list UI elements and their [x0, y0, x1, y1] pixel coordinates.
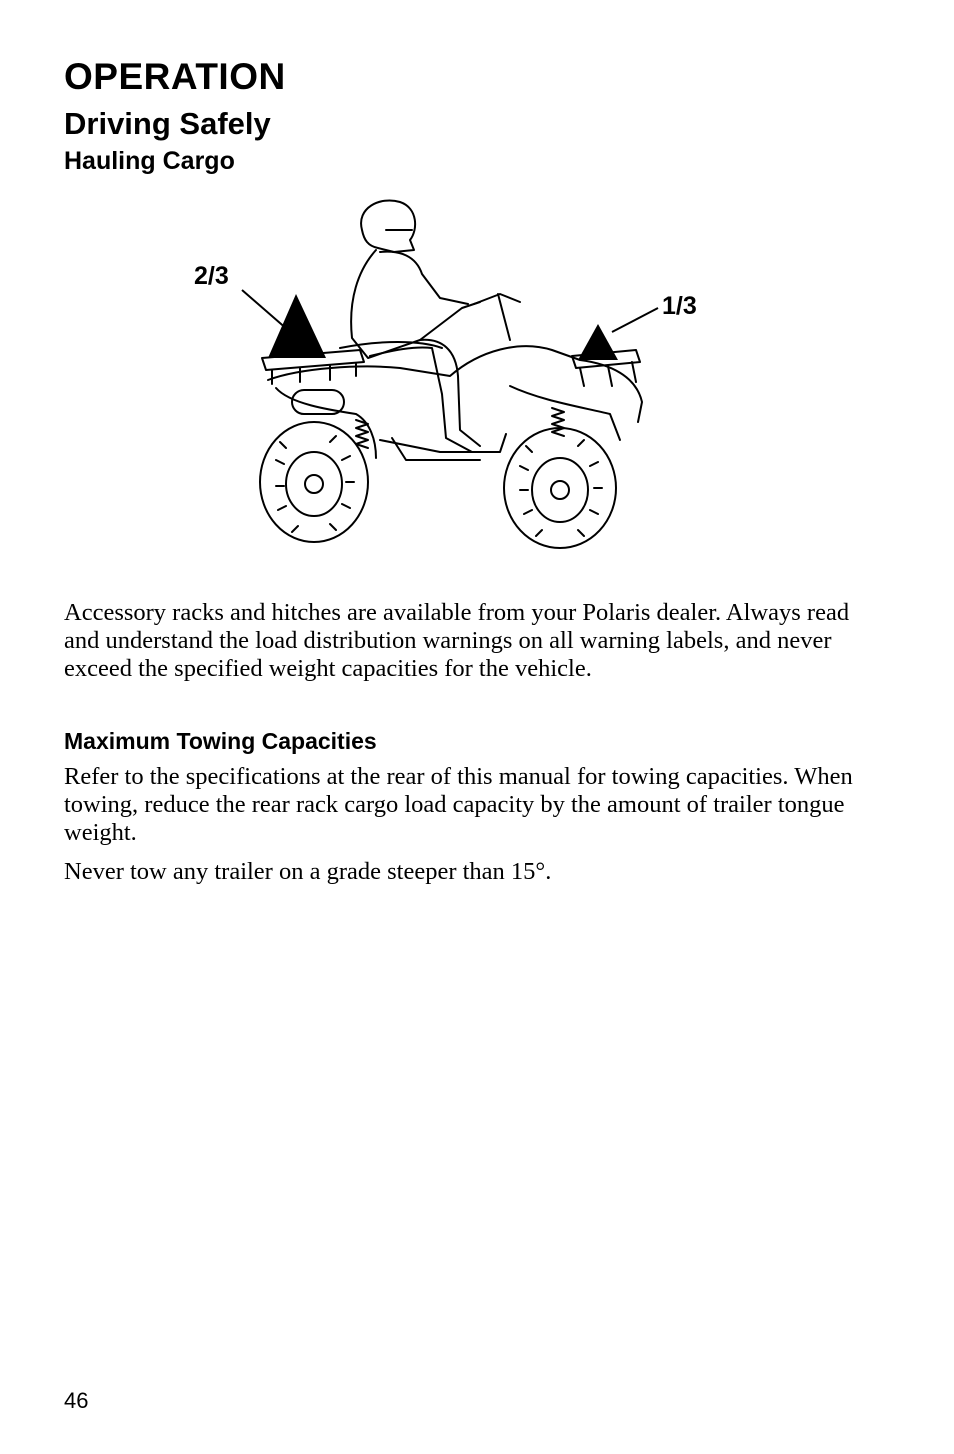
front-load-label: 1/3 [662, 292, 697, 320]
towing-paragraph: Refer to the specifications at the rear of this manual for towing capacities. When towing, reduce the rear rack cargo load capacity by the amount of trailer tongue weight. [64, 763, 853, 846]
section-title: OPERATION [64, 56, 286, 97]
subsection-title: Driving Safely [64, 106, 271, 141]
rear-load-label: 2/3 [194, 262, 229, 290]
towing-heading: Maximum Towing Capacities [64, 728, 377, 754]
grade-paragraph: Never tow any trailer on a grade steeper than 15°. [64, 858, 552, 885]
atv-illustration [180, 190, 740, 560]
intro-paragraph: Accessory racks and hitches are available from your Polaris dealer. Always read and understand the load distribution warnings on all warning labels, and never exceed the specified weight capacities for the vehicle. [64, 599, 850, 682]
front-leader-line [612, 308, 658, 332]
topic-title: Hauling Cargo [64, 147, 235, 175]
atv-load-distribution-figure [180, 190, 740, 560]
rear-leader-line [242, 290, 288, 330]
atv-line-art [260, 200, 642, 548]
page-number: 46 [64, 1388, 89, 1413]
rear-weight-triangle [268, 294, 326, 358]
